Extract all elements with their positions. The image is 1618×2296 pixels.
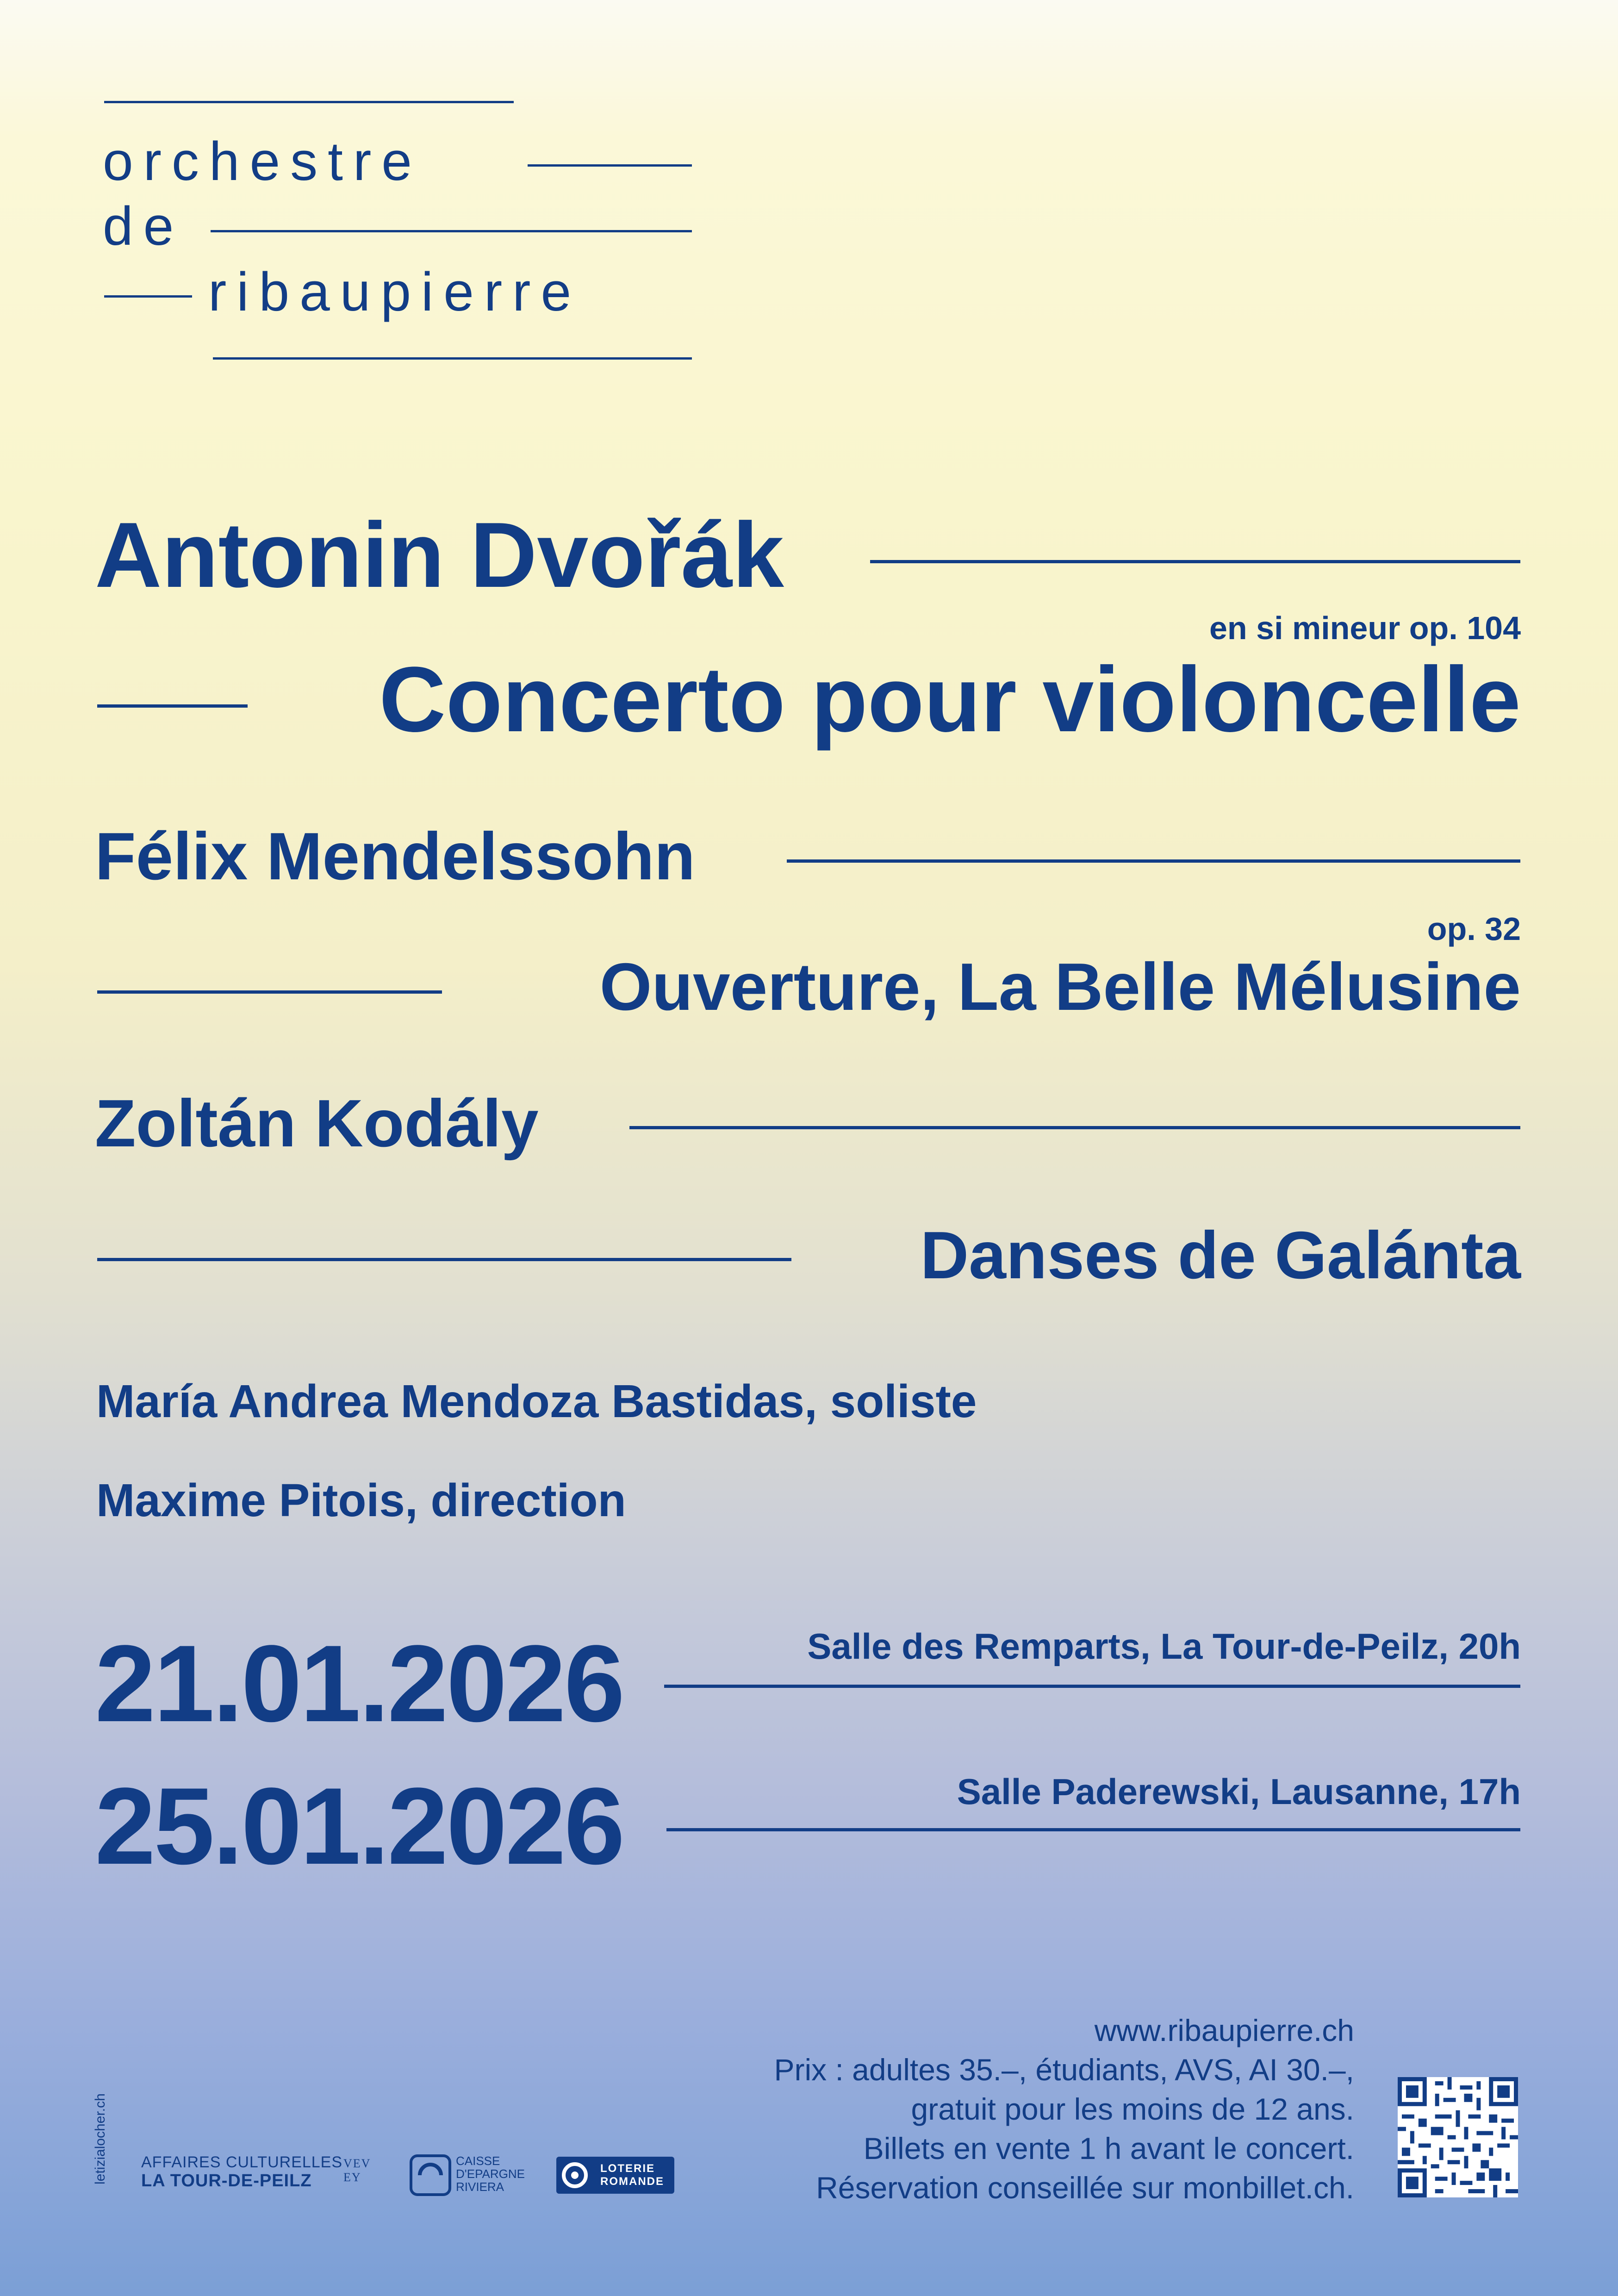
loterie-circle-icon: [561, 2161, 589, 2189]
ticket-info: [774, 2011, 1354, 2208]
prices: Prix : adultes 35.–, étudiants, AVS, AI 30.–,: [774, 2053, 1354, 2087]
concert-rule-1: [664, 1685, 1520, 1688]
composer-mendelssohn: Félix Mendelssohn: [95, 819, 696, 894]
concert-date-1: 21.01.2026: [95, 1623, 623, 1745]
concert-date-2: 25.01.2026: [95, 1765, 623, 1887]
opus-mendelssohn: op. 32: [1427, 911, 1521, 947]
work-rule-dvorak: [97, 704, 248, 708]
composer-rule-kodaly: [629, 1126, 1520, 1129]
concert-venue-2: Salle Paderewski, Lausanne, 17h: [957, 1771, 1521, 1812]
ticket-sales: Billets en vente 1 h avant le concert.: [863, 2131, 1354, 2165]
composer-rule-mendelssohn: [787, 859, 1520, 863]
design-credit: letizialocher.ch: [93, 2093, 108, 2184]
concert-rule-2: [666, 1828, 1520, 1831]
concert-venue-1: Salle des Remparts, La Tour-de-Peilz, 20h: [807, 1626, 1521, 1667]
sponsor-loterie-line2: ROMANDE: [600, 2175, 664, 2188]
website-link[interactable]: www.ribaupierre.ch: [1094, 2013, 1354, 2047]
composer-rule-dvorak: [870, 560, 1520, 563]
sponsor-caisse-line2: D'EPARGNE: [456, 2167, 525, 2181]
logo-word-orchestre: orchestre: [103, 131, 422, 192]
sponsor-vevey: VEVEY: [343, 2157, 371, 2184]
sponsor-tour-de-peilz-line1: AFFAIRES CULTURELLES: [141, 2153, 343, 2171]
logo-rule-1: [528, 164, 692, 167]
logo-rule-bottom: [213, 357, 692, 360]
sponsor-tour-de-peilz-line2: LA TOUR-DE-PEILZ: [141, 2171, 312, 2190]
sponsor-loterie-line1: LOTERIE: [600, 2162, 655, 2175]
sponsor-caisse-epargne: [456, 2154, 525, 2193]
work-rule-mendelssohn: [97, 990, 442, 994]
conductor: Maxime Pitois, direction: [96, 1475, 626, 1526]
soloist: María Andrea Mendoza Bastidas, soliste: [96, 1375, 977, 1427]
booking-info: Réservation conseillée sur monbillet.ch.: [816, 2171, 1354, 2205]
work-kodaly: Danses de Galánta: [920, 1218, 1521, 1293]
composer-kodaly: Zoltán Kodály: [95, 1086, 539, 1161]
logo-rule-3: [104, 295, 192, 298]
opus-dvorak: en si mineur op. 104: [1209, 610, 1521, 646]
composer-dvorak: Antonin Dvořák: [95, 504, 784, 607]
qr-code[interactable]: [1398, 2077, 1518, 2197]
logo-word-ribaupierre: ribaupierre: [208, 261, 582, 323]
work-mendelssohn: Ouverture, La Belle Mélusine: [599, 949, 1521, 1024]
caisse-epargne-logo-icon: [410, 2154, 451, 2196]
logo-rule-2: [211, 230, 692, 232]
work-rule-kodaly: [97, 1258, 791, 1261]
sponsor-tour-de-peilz: [141, 2153, 342, 2190]
sponsor-caisse-line1: CAISSE: [456, 2154, 500, 2168]
sponsor-caisse-line3: RIVIERA: [456, 2180, 504, 2194]
loterie-romande-logo: [556, 2157, 674, 2194]
free-entry: gratuit pour les moins de 12 ans.: [911, 2092, 1354, 2126]
logo-rule-top: [104, 101, 514, 103]
logo-word-de: de: [103, 196, 184, 257]
work-dvorak: Concerto pour violoncelle: [379, 648, 1521, 751]
